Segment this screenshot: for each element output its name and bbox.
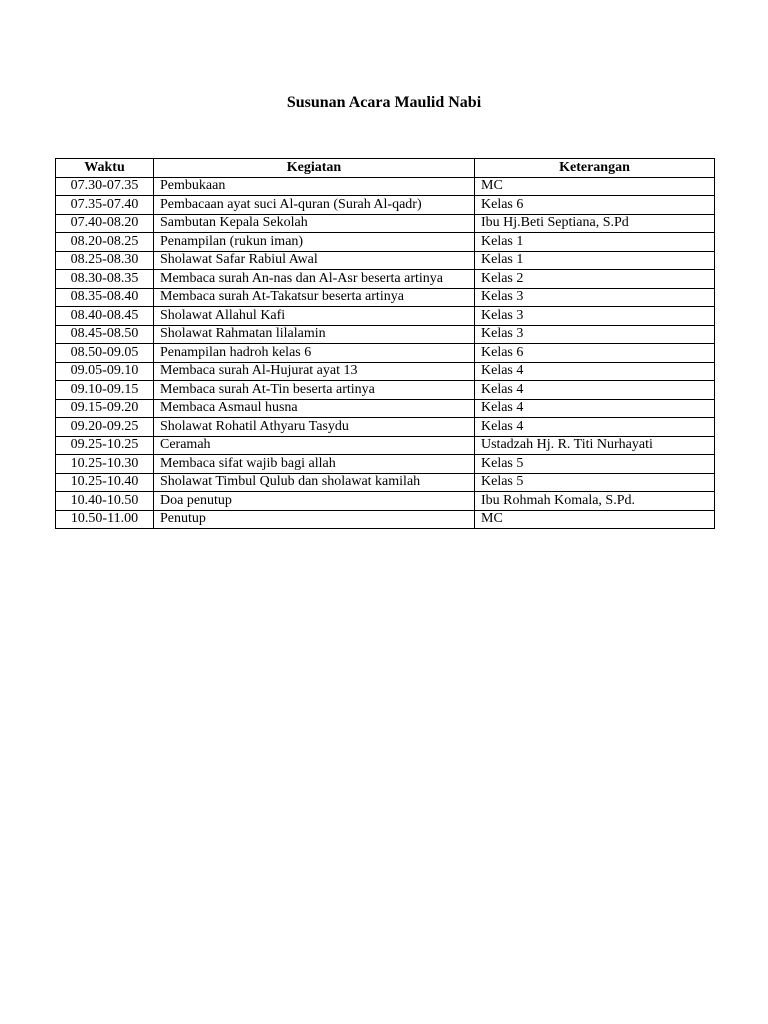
cell-keterangan: Ibu Hj.Beti Septiana, S.Pd [475, 214, 715, 233]
cell-kegiatan: Sholawat Timbul Qulub dan sholawat kamilah [154, 473, 475, 492]
table-row [56, 233, 715, 252]
cell-kegiatan: Sholawat Allahul Kafi [154, 307, 475, 326]
cell-kegiatan: Penampilan (rukun iman) [154, 233, 475, 252]
cell-keterangan: Ustadzah Hj. R. Titi Nurhayati [475, 436, 715, 455]
cell-waktu: 09.20-09.25 [56, 418, 154, 437]
cell-keterangan: Kelas 4 [475, 381, 715, 400]
cell-kegiatan: Ceramah [154, 436, 475, 455]
cell-keterangan: Kelas 4 [475, 399, 715, 418]
table-row [56, 251, 715, 270]
cell-waktu: 09.25-10.25 [56, 436, 154, 455]
cell-waktu: 07.40-08.20 [56, 214, 154, 233]
cell-kegiatan: Membaca Asmaul husna [154, 399, 475, 418]
table-row [56, 177, 715, 196]
cell-kegiatan: Penutup [154, 510, 475, 529]
page-title: Susunan Acara Maulid Nabi [286, 94, 482, 111]
cell-keterangan: Kelas 1 [475, 233, 715, 252]
cell-waktu: 10.50-11.00 [56, 510, 154, 529]
cell-waktu: 09.10-09.15 [56, 381, 154, 400]
cell-waktu: 10.25-10.30 [56, 455, 154, 474]
table-row [56, 307, 715, 326]
cell-kegiatan: Sholawat Rahmatan lilalamin [154, 325, 475, 344]
cell-kegiatan: Membaca surah Al-Hujurat ayat 13 [154, 362, 475, 381]
table-row [56, 399, 715, 418]
cell-waktu: 09.05-09.10 [56, 362, 154, 381]
cell-kegiatan: Sholawat Safar Rabiul Awal [154, 251, 475, 270]
cell-kegiatan: Pembukaan [154, 177, 475, 196]
table-row [56, 270, 715, 289]
cell-keterangan: Kelas 5 [475, 455, 715, 474]
schedule-table-body [56, 177, 715, 529]
cell-kegiatan: Sholawat Rohatil Athyaru Tasydu [154, 418, 475, 437]
cell-kegiatan: Pembacaan ayat suci Al-quran (Surah Al-qadr) [154, 196, 475, 215]
cell-waktu: 10.40-10.50 [56, 492, 154, 511]
cell-keterangan: Kelas 4 [475, 362, 715, 381]
cell-waktu: 10.25-10.40 [56, 473, 154, 492]
cell-kegiatan: Membaca sifat wajib bagi allah [154, 455, 475, 474]
table-row [56, 473, 715, 492]
cell-waktu: 08.50-09.05 [56, 344, 154, 363]
cell-keterangan: Kelas 3 [475, 307, 715, 326]
table-row [56, 418, 715, 437]
cell-kegiatan: Membaca surah An-nas dan Al-Asr beserta artinya [154, 270, 475, 289]
table-row [56, 455, 715, 474]
cell-keterangan: Kelas 2 [475, 270, 715, 289]
table-row [56, 510, 715, 529]
table-row [56, 436, 715, 455]
cell-kegiatan: Membaca surah At-Tin beserta artinya [154, 381, 475, 400]
table-row [56, 362, 715, 381]
column-header-kegiatan: Kegiatan [154, 159, 475, 178]
cell-keterangan: Ibu Rohmah Komala, S.Pd. [475, 492, 715, 511]
table-row [56, 196, 715, 215]
column-header-waktu: Waktu [56, 159, 154, 178]
cell-keterangan: Kelas 3 [475, 288, 715, 307]
cell-keterangan: MC [475, 510, 715, 529]
column-header-keterangan: Keterangan [475, 159, 715, 178]
table-row [56, 492, 715, 511]
table-row [56, 325, 715, 344]
cell-waktu: 07.35-07.40 [56, 196, 154, 215]
cell-waktu: 08.20-08.25 [56, 233, 154, 252]
table-row [56, 214, 715, 233]
cell-waktu: 08.25-08.30 [56, 251, 154, 270]
cell-waktu: 08.40-08.45 [56, 307, 154, 326]
cell-keterangan: Kelas 3 [475, 325, 715, 344]
table-row [56, 344, 715, 363]
cell-kegiatan: Sambutan Kepala Sekolah [154, 214, 475, 233]
cell-waktu: 08.45-08.50 [56, 325, 154, 344]
cell-waktu: 08.35-08.40 [56, 288, 154, 307]
cell-waktu: 09.15-09.20 [56, 399, 154, 418]
cell-keterangan: MC [475, 177, 715, 196]
cell-keterangan: Kelas 4 [475, 418, 715, 437]
cell-keterangan: Kelas 6 [475, 344, 715, 363]
cell-keterangan: Kelas 5 [475, 473, 715, 492]
table-row [56, 288, 715, 307]
table-row [56, 381, 715, 400]
cell-waktu: 08.30-08.35 [56, 270, 154, 289]
cell-waktu: 07.30-07.35 [56, 177, 154, 196]
cell-keterangan: Kelas 6 [475, 196, 715, 215]
table-header-row [56, 159, 715, 178]
cell-keterangan: Kelas 1 [475, 251, 715, 270]
schedule-table [55, 158, 715, 529]
cell-kegiatan: Membaca surah At-Takatsur beserta artinya [154, 288, 475, 307]
cell-kegiatan: Doa penutup [154, 492, 475, 511]
cell-kegiatan: Penampilan hadroh kelas 6 [154, 344, 475, 363]
